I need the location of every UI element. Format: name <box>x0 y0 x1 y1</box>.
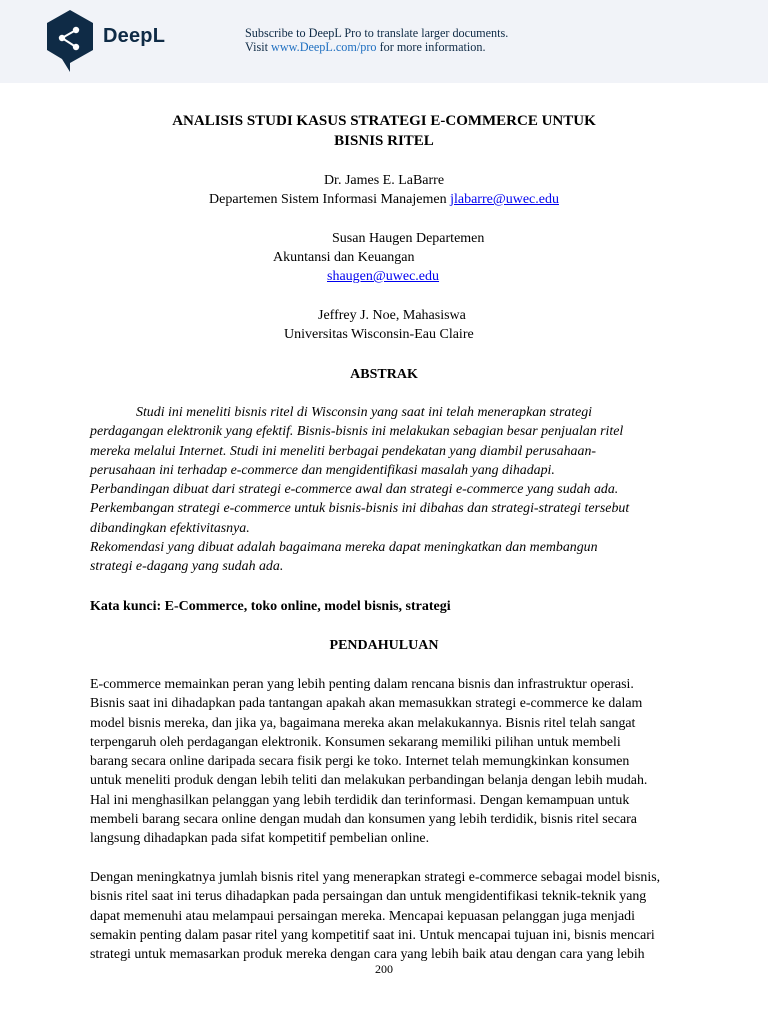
deepl-promo-text <box>245 26 508 54</box>
abstract-line: mereka melalui Internet. Studi ini meneliti berbagai pendekatan yang diambil perusahaan- <box>90 443 597 459</box>
author2-line1: Susan Haugen Departemen <box>332 231 485 246</box>
deepl-logo-icon[interactable] <box>45 10 95 72</box>
author2-email-link[interactable]: shaugen@uwec.edu <box>327 269 440 284</box>
abstract-body <box>90 403 678 577</box>
promo-tail: for more information. <box>379 40 486 54</box>
intro-line: strategi untuk memasarkan produk mereka dengan cara yang lebih baik atau dengan cara yang lebih <box>90 947 645 963</box>
abstract-line: Perkembangan strategi e-commerce untuk bisnis-bisnis ini dibahas dan strategi-strategi tersebut <box>90 501 630 517</box>
intro-paragraph-2 <box>90 868 678 964</box>
intro-line: untuk meneliti produk dengan lebih teliti dan melakukan perbandingan belanja dengan lebih mudah. <box>90 773 648 789</box>
abstract-line: strategi e-dagang yang sudah ada. <box>90 559 284 575</box>
abstract-line: perdagangan elektronik yang efektif. Bisnis-bisnis ini melakukan sebagian besar penjualan ritel <box>90 424 624 440</box>
intro-line: terpengaruh oleh perdagangan elektronik. Konsumen sekarang memiliki pilihan untuk membeli <box>90 734 621 750</box>
deepl-banner <box>0 0 768 83</box>
page-number: 200 <box>375 962 393 976</box>
intro-line: Bisnis saat ini dihadapkan pada tantangan apakah akan memasukkan strategi e-commerce ke dalam <box>90 696 643 712</box>
deepl-pro-link[interactable]: www.DeepL.com/pro <box>271 40 377 54</box>
intro-line: model bisnis mereka, dan jika ya, bagaimana mereka akan melakukannya. Bisnis ritel telah sangat <box>90 715 636 731</box>
author1-affiliation <box>0 190 768 209</box>
author1-name: Dr. James E. LaBarre <box>323 173 445 188</box>
intro-line: barang secara online daripada secara fisik pergi ke toko. Internet telah memungkinkan konsumen <box>90 754 630 770</box>
intro-line: membeli barang secara online dengan mudah dan konsumen yang lebih terdidik, bisnis ritel secara <box>90 812 637 828</box>
author2-line2: Akuntansi dan Keuangan <box>273 250 415 265</box>
abstract-heading: ABSTRAK <box>350 367 418 382</box>
intro-line: langsung dihadapkan pada sifat kompetitif pembelian online. <box>90 831 430 847</box>
abstract-line: Perbandingan dibuat dari strategi e-commerce awal dan strategi e-commerce yang sudah ada. <box>90 482 619 498</box>
intro-paragraph-1 <box>90 675 678 849</box>
promo-line-1: Subscribe to DeepL Pro to translate larger documents. <box>245 26 509 40</box>
abstract-line: dibandingkan efektivitasnya. <box>90 520 250 536</box>
author3-name: Jeffrey J. Noe, Mahasiswa <box>318 308 466 323</box>
keywords: Kata kunci: E-Commerce, toko online, model bisnis, strategi <box>90 599 451 614</box>
intro-line: Dengan meningkatnya jumlah bisnis ritel yang menerapkan strategi e-commerce sebagai model bisnis, <box>90 870 661 885</box>
promo-line-2 <box>245 40 508 54</box>
author1-email-link[interactable]: jlabarre@uwec.edu <box>450 192 559 207</box>
intro-line: Hal ini menghasilkan pelanggan yang lebih terdidik dan terinformasi. Dengan kemampuan untuk <box>90 792 630 808</box>
author3-affiliation: Universitas Wisconsin-Eau Claire <box>284 327 474 342</box>
author1-dept: Departemen Sistem Informasi Manajemen <box>209 192 447 207</box>
abstract-line: Rekomendasi yang dibuat adalah bagaimana mereka dapat meningkatkan dan membangun <box>90 540 598 556</box>
intro-line: dapat memenuhi atau melampaui persaingan mereka. Mencapai kepuasan pelanggan juga menjadi <box>90 908 635 924</box>
intro-line: E-commerce memainkan peran yang lebih penting dalam rencana bisnis dan infrastruktur operasi. <box>90 677 634 692</box>
deepl-brand-name[interactable]: DeepL <box>103 25 166 47</box>
title-line-1: ANALISIS STUDI KASUS STRATEGI E-COMMERCE UNTUK <box>172 113 596 129</box>
promo-visit: Visit <box>245 40 268 54</box>
intro-line: bisnis ritel saat ini terus dihadapkan pada persaingan dan untuk mengidentifikasi teknik-teknik yang <box>90 889 647 905</box>
paper-title <box>0 111 768 151</box>
intro-line: semakin penting dalam pasar ritel yang kompetitif saat ini. Untuk mencapai tujuan ini, bisnis mencari <box>90 927 655 943</box>
intro-heading: PENDAHULUAN <box>329 638 439 653</box>
abstract-line: perusahaan ini terhadap e-commerce dan mengidentifikasi masalah yang dihadapi. <box>90 462 555 478</box>
title-line-2: BISNIS RITEL <box>334 133 434 149</box>
abstract-line: Studi ini meneliti bisnis ritel di Wisconsin yang saat ini telah menerapkan strategi <box>136 405 593 420</box>
